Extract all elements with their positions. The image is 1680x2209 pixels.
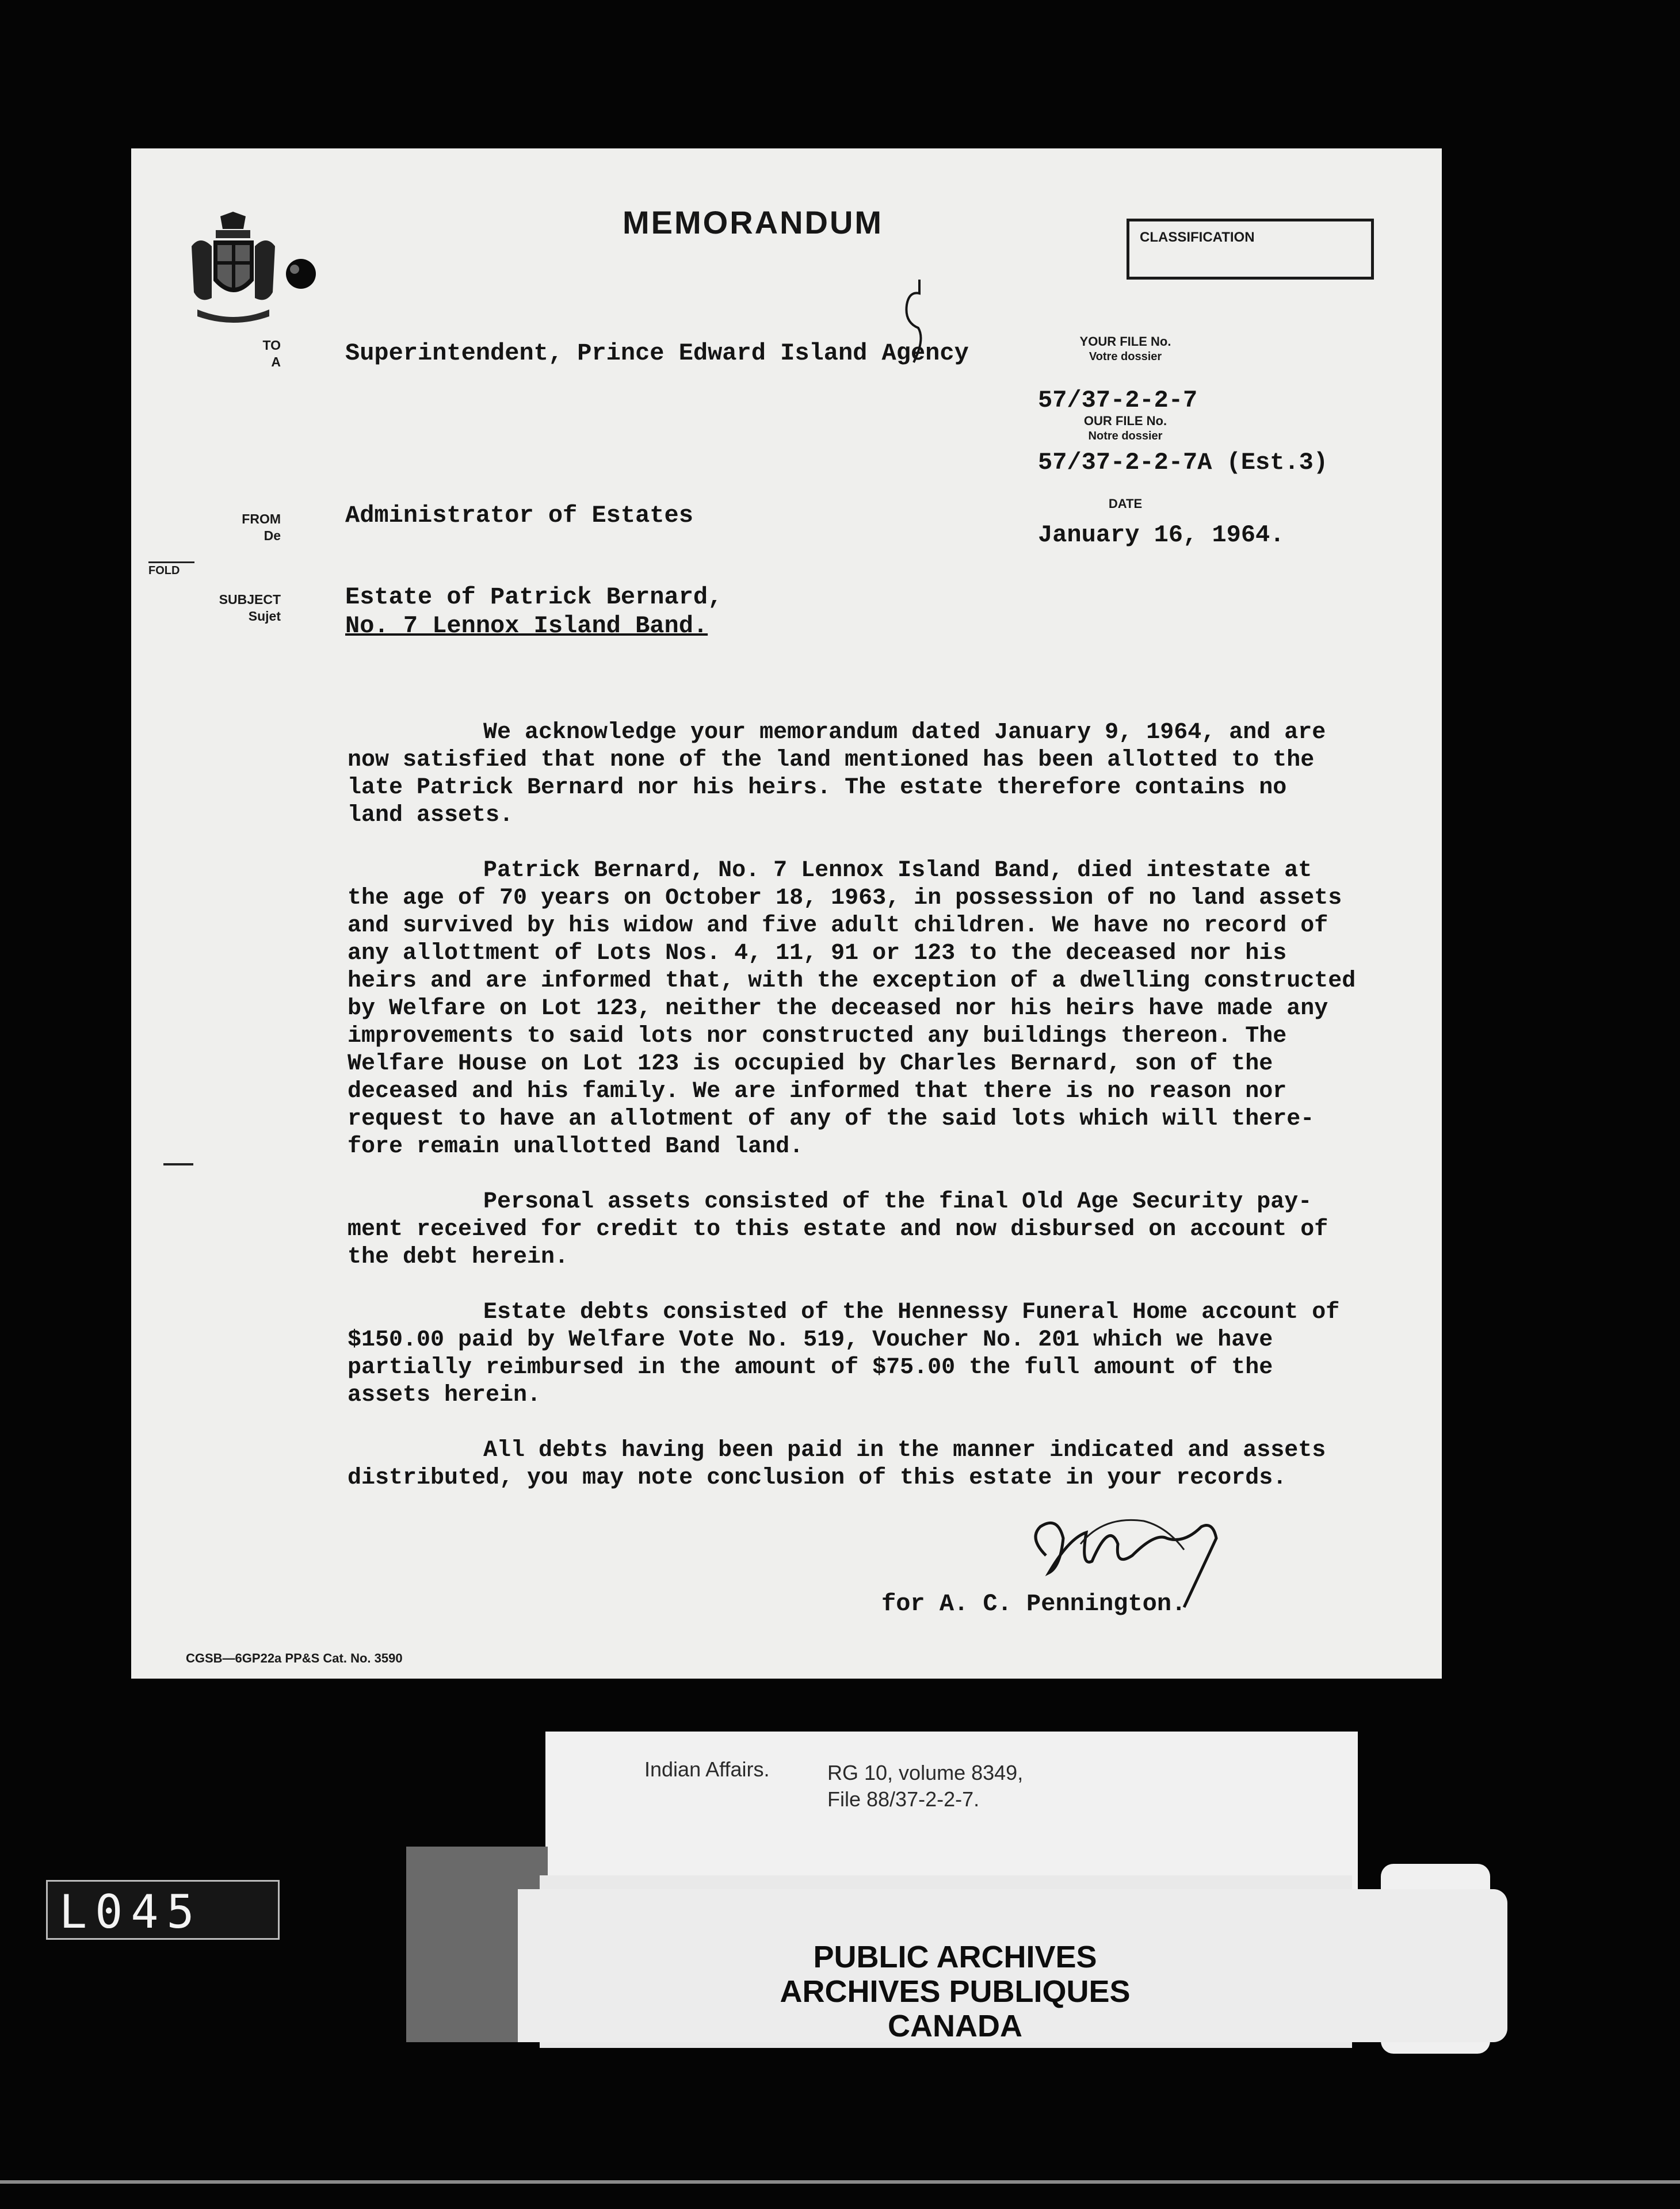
paragraph: Personal assets consisted of the final Old Age Security pay- ment received for credit to this estate and now disbursed on account of the debt herein. (348, 1189, 1328, 1270)
form-code: CGSB—6GP22a PP&S Cat. No. 3590 (186, 1651, 403, 1665)
our-file-value: 57/37-2-2-7A (Est.3) (1038, 449, 1328, 476)
subject-line-1: Estate of Patrick Bernard, (345, 583, 723, 611)
card-line-2: File 88/37-2-2-7. (827, 1787, 980, 1811)
memo-body (348, 719, 1429, 1520)
margin-dash (163, 1163, 193, 1165)
our-file-label: OUR FILE No. Notre dossier (1083, 414, 1167, 442)
archive-stamp (679, 1940, 1231, 2043)
stamp-line-1: PUBLIC ARCHIVES (813, 1940, 1097, 1974)
punch-hole-icon (282, 253, 322, 293)
classification-box (1127, 219, 1374, 280)
pen-mark-icon (896, 276, 937, 368)
frame-number-plate (46, 1880, 280, 1940)
from-value: Administrator of Estates (345, 502, 693, 529)
card-line-1: RG 10, volume 8349, (827, 1761, 1024, 1784)
coat-of-arms-icon (186, 212, 281, 327)
to-label: TO A (262, 338, 281, 369)
classification-label: CLASSIFICATION (1140, 230, 1255, 245)
from-label: FROM De (242, 511, 281, 543)
paragraph: All debts having been paid in the manner indicated and assets distributed, you may note conclusion of this estate in your records. (348, 1438, 1326, 1491)
stamp-line-3: CANADA (888, 2009, 1022, 2043)
paragraph: Estate debts consisted of the Hennessy Funeral Home account of $150.00 paid by Welfare Vote No. 519, Voucher No. 201 which we have partially reimbursed in the amount of $75.00 the full amount of the assets herein. (348, 1300, 1340, 1408)
signoff: for A. C. Pennington. (881, 1590, 1186, 1618)
your-file-value: 57/37-2-2-7 (1038, 387, 1198, 414)
frame-number: L045 (59, 1885, 203, 1939)
paragraph: We acknowledge your memorandum dated January 9, 1964, and are now satisfied that none of the land mentioned has been allotted to the late Patrick Bernard nor his heirs. The estate therefore contains no land assets. (348, 720, 1326, 828)
your-file-label: YOUR FILE No. Votre dossier (1079, 334, 1171, 363)
memo-title: MEMORANDUM (623, 204, 884, 240)
stamp-line-2: ARCHIVES PUBLIQUES (780, 1974, 1131, 2009)
film-edge (0, 2180, 1680, 2184)
date-value: January 16, 1964. (1038, 521, 1285, 549)
memorandum-page (131, 148, 1442, 1679)
fold-mark: FOLD (148, 561, 194, 578)
subject-label: SUBJECT Sujet (219, 592, 281, 624)
to-value: Superintendent, Prince Edward Island Agency (345, 339, 969, 367)
subject-line-2: No. 7 Lennox Island Band. (345, 612, 708, 640)
date-label: DATE (1108, 496, 1143, 511)
paragraph: Patrick Bernard, No. 7 Lennox Island Band, died intestate at the age of 70 years on October 18, 1963, in possession of no land assets and survived by his widow and five adult children. We have no record of any allottment of Lots Nos. 4, 11, 91 or 123 to the deceased nor his heirs and are informed that, with the exception of a dwelling constructed by Welfare on Lot 123, neither the deceased nor his heirs have made any improvements to said lots nor constructed any buildings thereon. The Welfare House on Lot 123 is occupied by Charles Bernard, son of the deceased and his family. We are informed that there is no reason nor request to have an allotment of any of the said lots which will there- fore remain unallotted Band land. (348, 858, 1356, 1160)
card-source: Indian Affairs. (644, 1757, 770, 1781)
